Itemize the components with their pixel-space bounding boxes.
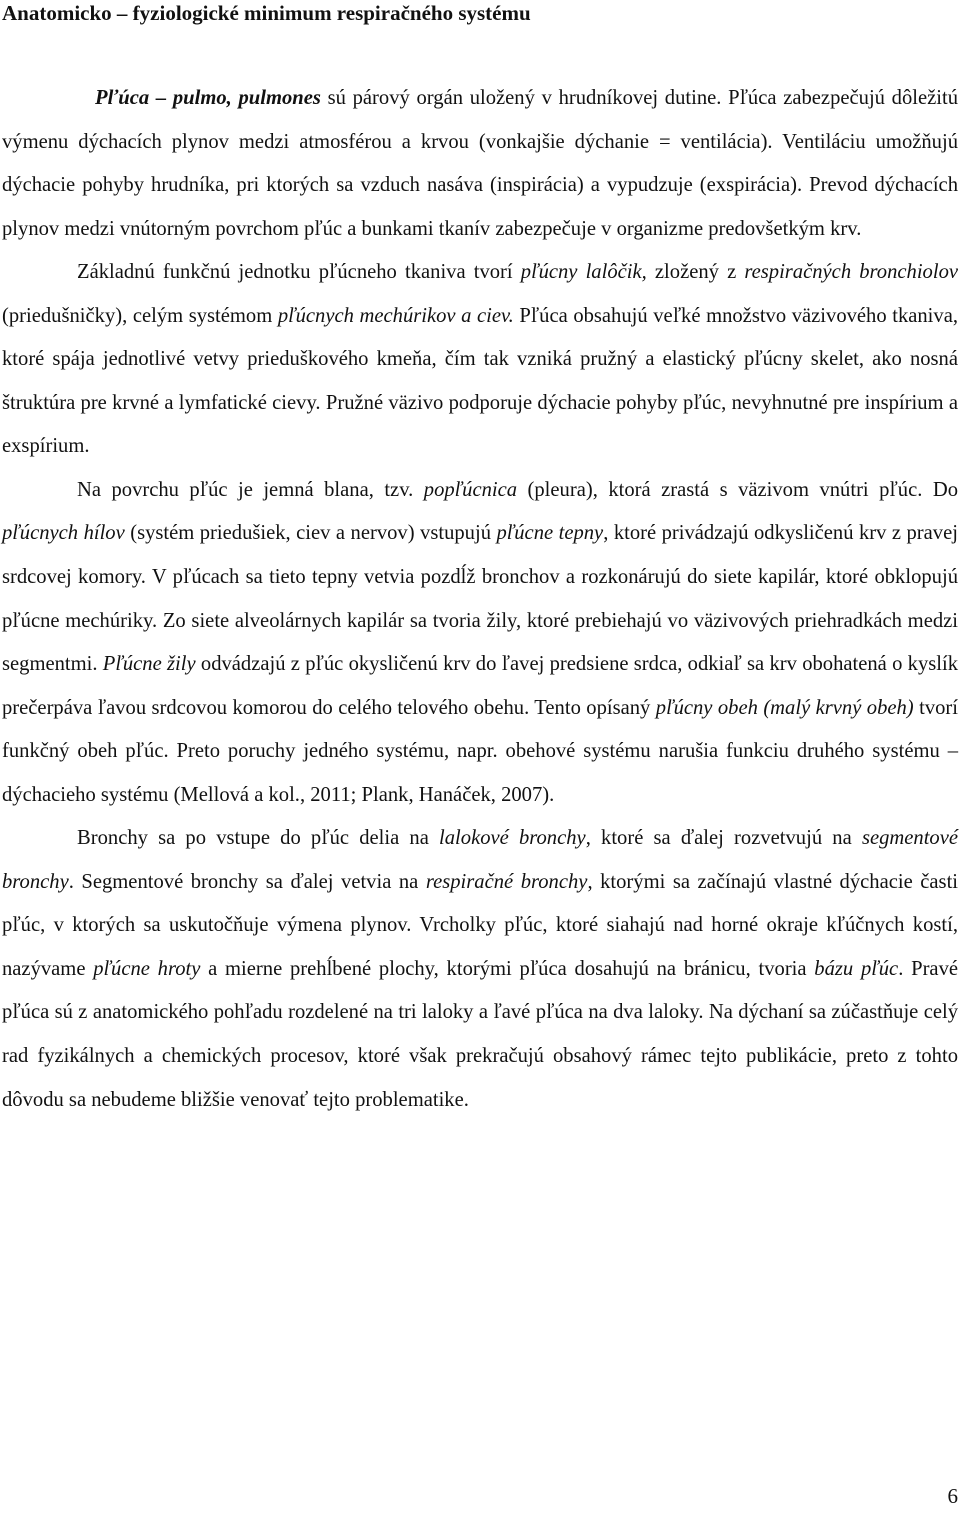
emphasis-term: pľúcny obeh (malý krvný obeh)	[655, 696, 914, 719]
emphasis-term: Pľúca – pulmo, pulmones	[95, 87, 321, 109]
text-run: (priedušničky), celým systémom	[2, 304, 278, 327]
emphasis-term: pľúcny lalôčik,	[520, 261, 647, 284]
text-run: Základnú funkčnú jednotku pľúcneho tkaniva tvorí	[77, 261, 521, 284]
text-run: sú párový orgán uložený v hrudníkovej dutine. Pľúca zabezpečujú dôležitú výmenu dýchacích plynov medzi atmosférou a krvou (vonkajšie dýchanie = ventilácia). Ventiláciu umožňujú dýchacie pohyby hrudníka, pri ktorých sa vzduch nasáva (inspirácia) a vypudzuje (exspirácia). Prevod dýchacích plynov medzi vnútorným povrchom pľúc a bunkami tkanív zabezpečuje v organizme predovšetkým krv.	[2, 87, 958, 240]
paragraph-bronchi	[2, 817, 958, 1122]
emphasis-term: pľúcnych hílov	[2, 522, 125, 545]
emphasis-term: lalokové bronchy	[439, 827, 586, 850]
text-run: (pleura), ktorá zrastá s väzivom vnútri pľúc. Do	[517, 478, 958, 501]
emphasis-term: respiračné bronchy	[425, 870, 588, 893]
text-run: , ktoré sa ďalej rozvetvujú na	[585, 827, 862, 850]
text-run: odvádzajú z pľúc okysličenú krv do ľavej predsiene srdca, odkiaľ sa krv obohatená o kyslík prečerpáva ľavou srdcovou komorou do celého telového obehu. Tento opísaný	[2, 653, 959, 719]
emphasis-term: Pľúcne žily	[102, 653, 196, 676]
paragraph-lung-lobule	[2, 251, 958, 469]
paragraph-lungs-intro	[2, 77, 958, 251]
text-run: a mierne prehĺbené plochy, ktorými pľúca dosahujú na bránicu, tvoria	[200, 957, 815, 980]
text-run: Pľúca obsahujú veľké množstvo väzivového tkaniva, ktoré spája jednotlivé vetvy prieduškového kmeňa, čím tak vzniká pružný a elastický pľúcny skelet, ako nosná štruktúra pre krvné a lymfatické cievy. Pružné väzivo podporuje dýchacie pohyby pľúc, nevyhnutné pre inspírium a exspírium.	[2, 304, 958, 458]
text-run: Bronchy sa po vstupe do pľúc delia na	[77, 827, 440, 850]
page-heading: Anatomicko – fyziologické minimum respiračného systému	[2, 1, 531, 25]
text-run: . Pravé pľúca sú z anatomického pohľadu rozdelené na tri laloky a ľavé pľúca na dva laloky. Na dýchaní sa zúčastňuje celý rad fyzikálnych a chemických procesov, ktoré však prekračujú obsahový rámec tejto publikácie, preto z tohto dôvodu sa nebudeme bližšie venovať tejto problematike.	[2, 957, 959, 1111]
text-run: tvorí funkčný obeh pľúc. Preto poruchy jedného systému, napr. obehové systému narušia funkciu druhého systému – dýchacieho systému (Mellová a kol., 2011; Plank, Hanáček, 2007).	[2, 696, 958, 806]
text-run: . Segmentové bronchy sa ďalej vetvia na	[68, 870, 426, 893]
emphasis-term: popľúcnica	[423, 478, 518, 501]
emphasis-term: pľúcne hroty	[93, 957, 201, 980]
emphasis-term: segmentové bronchy	[2, 827, 958, 893]
text-run: zložený z	[646, 261, 745, 284]
text-run: Na povrchu pľúc je jemná blana, tzv.	[77, 478, 424, 501]
text-run: , ktorými sa začínajú vlastné dýchacie časti pľúc, v ktorých sa uskutočňuje výmena plynov. Vrcholky pľúc, ktoré siahajú nad horné okraje kľúčnych kostí, nazývame	[2, 870, 959, 980]
emphasis-term: respiračných bronchiolov	[744, 261, 959, 284]
emphasis-term: bázu pľúc	[814, 957, 899, 980]
emphasis-term: pľúcnych mechúrikov a ciev.	[277, 304, 514, 327]
page-number: 6	[947, 1484, 958, 1508]
text-run: , ktoré privádzajú odkysličenú krv z pravej srdcovej komory. V pľúcach sa tieto tepny vetvia pozdĺž bronchov a rozkonárujú do siete kapilár, ktoré obklopujú pľúcne mechúriky. Zo siete alveolárnych kapilár sa tvoria žily, ktoré prebiehajú vo väzivových priehradkách medzi segmentmi.	[2, 522, 958, 676]
text-run: (systém priedušiek, ciev a nervov) vstupujú	[124, 522, 497, 545]
document-body	[2, 77, 958, 1122]
paragraph-pleura-circulation	[2, 469, 958, 817]
emphasis-term: pľúcne tepny	[496, 522, 604, 545]
